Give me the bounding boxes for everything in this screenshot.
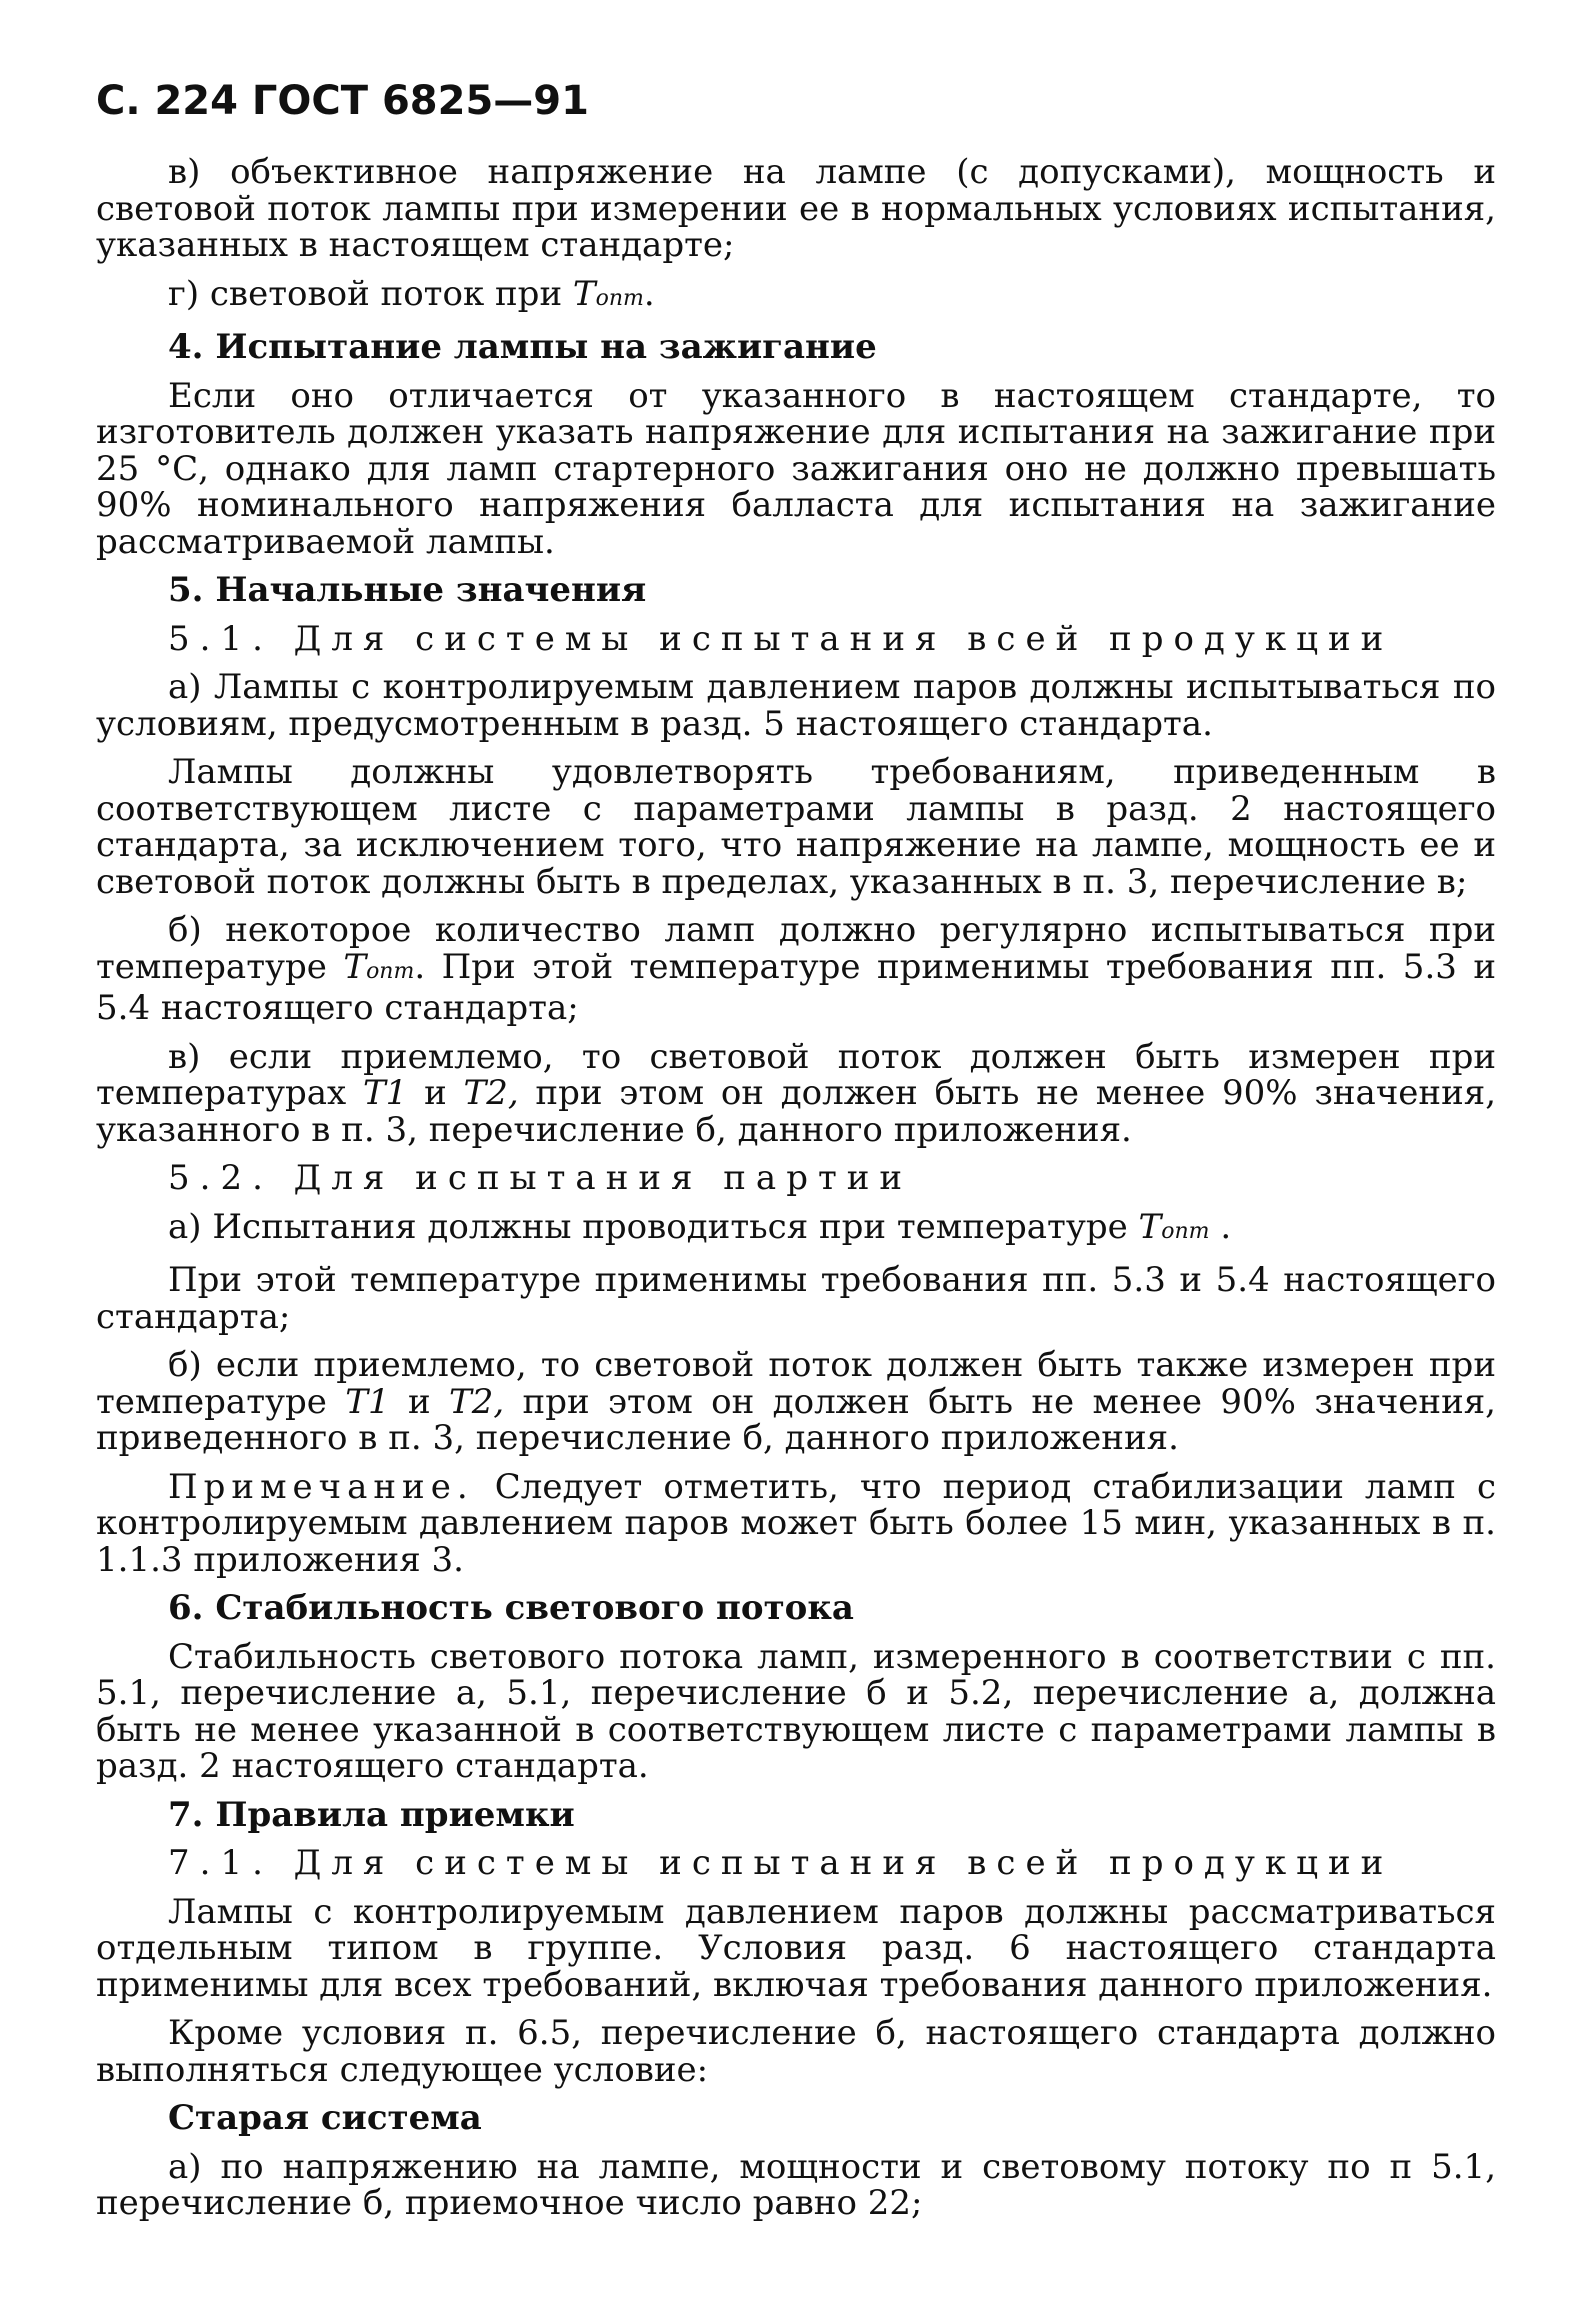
note-label: Примечание. (168, 1466, 474, 1507)
paragraph-5-1-v: в) если приемлемо, то световой поток должен быть измерен при температурах T1 и T2, при этом он должен быть не менее 90% значения, указанного в п. 3, перечисление б, данного приложения. (96, 1036, 1496, 1150)
paragraph-5-1-requirements: Лампы должны удовлетворять требованиям, приведенным в соответствующем листе с параметрами лампы в разд. 2 настоящего стандарта, за исключением того, что напряжение на лампе, мощность ее и световой поток должны быть в пределах, указанных в п. 3, перечисление в; (96, 752, 1496, 902)
note-paragraph: Примечание. Следует отметить, что период стабилизации ламп с контролируемым давлением паров может быть более 15 мин, указанных в п. 1.1.3 приложения 3. (96, 1466, 1496, 1580)
paragraph-5-2-b: б) если приемлемо, то световой поток должен быть также измерен при температуре T1 и T2, при этом он должен быть не менее 90% значения, приведенного в п. 3, перечисление б, данного приложения. (96, 1345, 1496, 1458)
section-heading-7: 7. Правила приемки (168, 1794, 575, 1835)
paragraph-5-1-a: а) Лампы с контролируемым давлением паров должны испытываться по условиям, предусмотренным в разд. 5 настоящего стандарта. (96, 667, 1496, 744)
paragraph-5-2-a: а) Испытания должны проводиться при температуре Tопт . (168, 1206, 1232, 1247)
paragraph-stability: Стабильность светового потока ламп, измеренного в соответствии с пп. 5.1, перечисление а, 5.1, перечисление б и 5.2, перечисление а, должна быть не менее указанной в соответствующем листе с параметрами лампы в разд. 2 настоящего стандарта. (96, 1636, 1496, 1786)
paragraph-item-g: г) световой поток при Tопт. (168, 273, 655, 314)
paragraph-7-1-condition: Кроме условия п. 6.5, перечисление б, настоящего стандарта должно выполняться следующее условие: (96, 2013, 1496, 2090)
paragraph-ignition: Если оно отличается от указанного в настоящем стандарте, то изготовитель должен указать напряжение для испытания на зажигание при 25 °С, однако для ламп стартерного зажигания оно не должно превышать 90% номинального напряжения балласта для испытания на зажигание рассматриваемой лампы. (96, 375, 1496, 562)
paragraph-5-2-requirements: При этой температуре применимы требования пп. 5.3 и 5.4 настоящего стандарта; (96, 1260, 1496, 1337)
paragraph-old-system-a: а) по напряжению на лампе, мощности и световому потоку по п 5.1, перечисление б, приемочное число равно 22; (96, 2146, 1496, 2223)
subsection-heading-5-2: 5.2. Для испытания партии (168, 1158, 913, 1198)
paragraph-item-v: в) объективное напряжение на лампе (с допусками), мощность и световой поток лампы при измерении ее в нормальных условиях испытания, указанных в настоящем стандарте; (96, 152, 1496, 265)
document-page (96, 78, 1496, 2234)
section-heading-4: 4. Испытание лампы на зажигание (168, 327, 877, 367)
paragraph-5-1-b: б) некоторое количество ламп должно регулярно испытываться при температуре Tопт. При этой температуре применимы требования пп. 5.3 и 5.4 настоящего стандарта; (96, 910, 1497, 1028)
page-header: С. 224 ГОСТ 6825—91 (96, 78, 589, 124)
subsection-heading-7-1: 7.1. Для системы испытания всей продукции (168, 1843, 1394, 1883)
section-heading-6: 6. Стабильность светового потока (168, 1588, 854, 1628)
subsection-heading-5-1: 5.1. Для системы испытания всей продукции (168, 618, 1394, 659)
paragraph-7-1-type: Лампы с контролируемым давлением паров должны рассматриваться отдельным типом в группе. Условия разд. 6 настоящего стандарта применимы для всех требований, включая требования данного приложения. (96, 1891, 1496, 2005)
subheading-old-system: Старая система (168, 2098, 482, 2138)
section-heading-5: 5. Начальные значения (168, 570, 647, 610)
